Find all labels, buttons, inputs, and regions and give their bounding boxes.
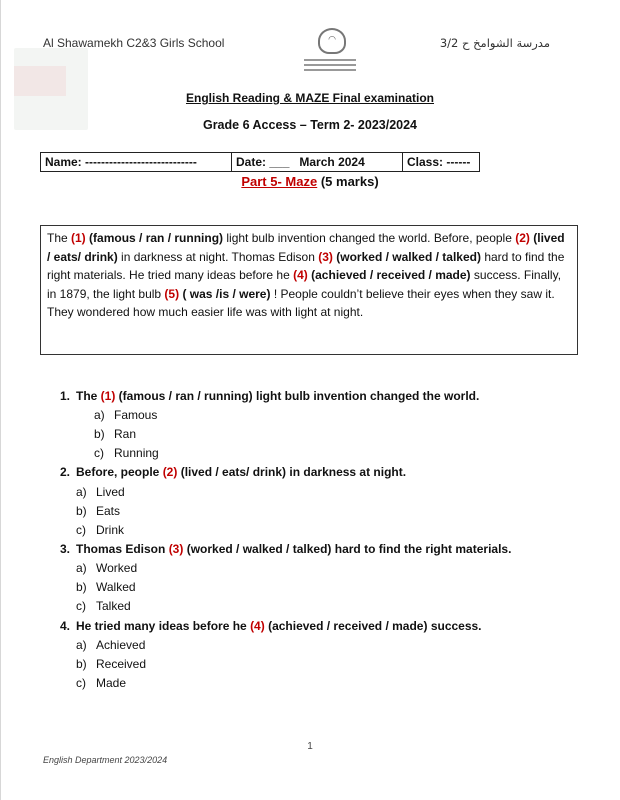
option-2c[interactable]: c) Drink xyxy=(76,523,125,537)
question-2: 2. Before, people (2) (lived / eats/ drink) in darkness at night. xyxy=(60,465,407,479)
footer-department: English Department 2023/2024 xyxy=(43,755,168,765)
option-3a[interactable]: a) Worked xyxy=(76,561,138,575)
question-3: 3. Thomas Edison (3) (worked / walked / talked) hard to find the right materials. xyxy=(60,542,512,556)
class-cell: Class: ------ xyxy=(403,153,480,172)
option-4a[interactable]: a) Achieved xyxy=(76,638,146,652)
exam-title: English Reading & MAZE Final examination xyxy=(185,91,435,105)
blank-5: (5) xyxy=(164,286,180,301)
choices-2: (lived / eats/ drink) xyxy=(47,231,565,264)
question-1: 1. The (1) (famous / ran / running) light bulb invention changed the world. xyxy=(60,389,480,403)
exam-subtitle: Grade 6 Access – Term 2- 2023/2024 xyxy=(202,118,418,132)
option-2a[interactable]: a) Lived xyxy=(76,485,125,499)
option-3b[interactable]: b) Walked xyxy=(76,580,136,594)
maze-passage: The (1) (famous / ran / running) light bulb invention changed the world. Before, people (2) (lived / eats/ drink) in darkness at night. Thomas Edison (3) (worked / walked / talked) hard to find the right materials. He tried many ideas before he (4) (achieved / received / made) success. Finally, in 1879, the light bulb (5) ( was /is / were) ! People couldn’t believe their eyes when they saw it. They wondered how much easier life was with light at night. xyxy=(40,225,578,355)
part-marks: (5 marks) xyxy=(320,174,379,189)
blank-3: (3) xyxy=(318,249,333,264)
option-4c[interactable]: c) Made xyxy=(76,676,127,690)
choices-3: (worked / walked / talked) xyxy=(336,249,481,264)
choices-5: ( was /is / were) xyxy=(182,286,271,301)
blank-1: (1) xyxy=(71,231,86,245)
logo-emblem-icon: ◠ xyxy=(318,28,346,54)
logo-caption-lines xyxy=(304,56,356,74)
option-2b[interactable]: b) Eats xyxy=(76,504,121,518)
blank-4: (4) xyxy=(293,268,308,282)
school-name-arabic: مدرسة الشوامخ ح 3/2 xyxy=(439,36,550,50)
option-3c[interactable]: c) Talked xyxy=(76,599,131,613)
name-cell: Name: ---------------------------- xyxy=(41,153,232,172)
choices-4: (achieved / received / made) xyxy=(311,268,471,282)
option-1b[interactable]: b) Ran xyxy=(94,427,137,441)
page-number: 1 xyxy=(307,741,313,752)
school-logo xyxy=(300,28,360,80)
choices-1: (famous / ran / running) xyxy=(89,231,224,245)
option-1a[interactable]: a) Famous xyxy=(94,408,158,422)
date-cell xyxy=(232,153,403,172)
part-label: Part 5- Maze xyxy=(241,174,318,189)
option-1c[interactable]: c) Running xyxy=(94,446,159,460)
school-name: Al Shawamekh C2&3 Girls School xyxy=(43,36,225,50)
part-title xyxy=(0,174,620,189)
date-value: March 2024 xyxy=(299,155,365,169)
question-4: 4. He tried many ideas before he (4) (achieved / received / made) success. xyxy=(60,619,482,633)
option-4b[interactable]: b) Received xyxy=(76,657,147,671)
blank-2: (2) xyxy=(515,231,530,245)
date-label: Date: ___ xyxy=(236,155,290,169)
student-info-table xyxy=(40,152,480,172)
